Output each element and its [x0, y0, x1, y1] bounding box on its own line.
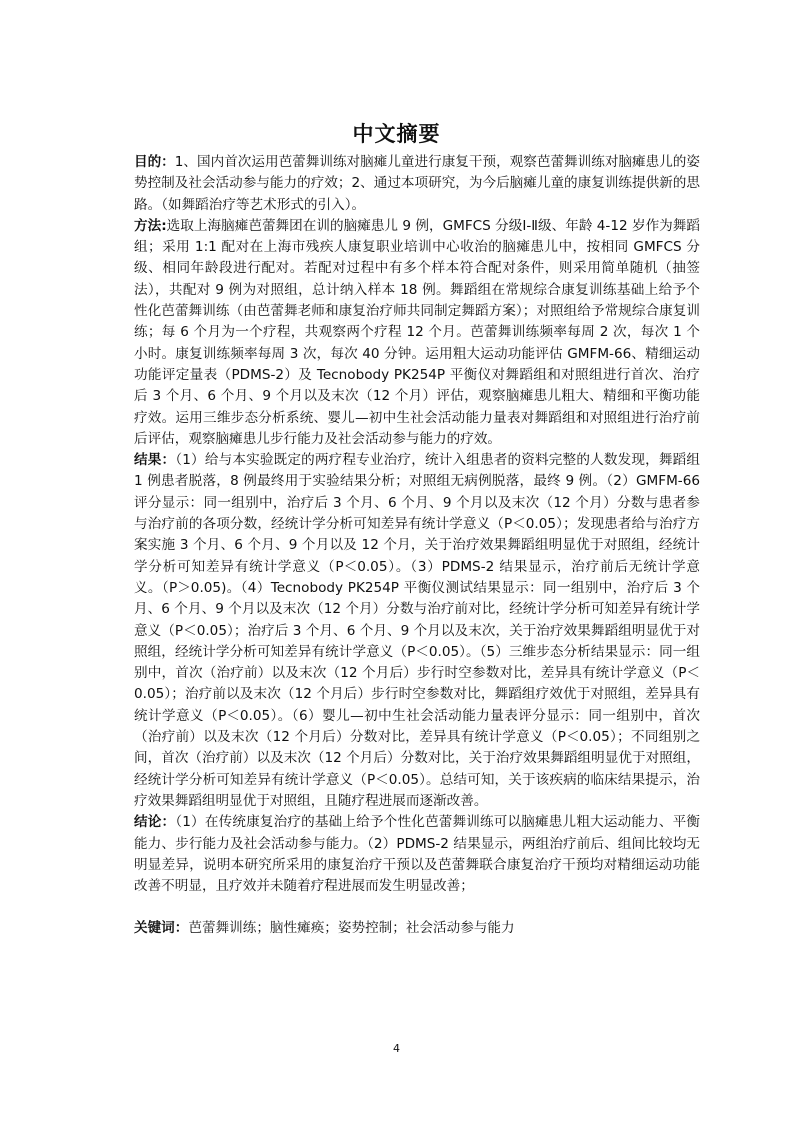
conclusion-label: 结论：: [134, 814, 176, 831]
conclusion-text: （1）在传统康复治疗的基础上给予个性化芭蕾舞训练可以脑瘫患儿粗大运动能力、平衡能力、步行能力及社会活动参与能力。（2）PDMS-2 结果显示，两组治疗前后、组间比较均无明显差异，说明本研究所采用的康复治疗干预以及芭蕾舞联合康复治疗干预均对精细运动功能改善不明显，且疗效并未随着疗程进展而发生明显改善；: [134, 814, 700, 895]
page-number: 4: [393, 1042, 400, 1055]
methods-label: 方法:: [134, 217, 167, 234]
methods-text: 选取上海脑瘫芭蕾舞团在训的脑瘫患儿 9 例，GMFCS 分级Ⅰ-Ⅱ级、年龄 4-12 岁作为舞蹈组；采用 1:1 配对在上海市残疾人康复职业培训中心收治的脑瘫患儿中，按相同 GMFCS 分级、相同年龄段进行配对。若配对过程中有多个样本符合配对条件，则采用简单随机（抽签法），共配对 9 例为对照组，总计纳入样本 18 例。舞蹈组在常规综合康复训练基础上给予个性化芭蕾舞训练（由芭蕾舞老师和康复治疗师共同制定舞蹈方案）；对照组给予常规综合康复训练；每 6 个月为一个疗程，共观察两个疗程 12 个月。芭蕾舞训练频率每周 2 次，每次 1 个小时。康复训练频率每周 3 次，每次 40 分钟。运用粗大运动功能评估 GMFM-66、精细运动功能评定量表（PDMS-2）及 Tecnobody PK254P 平衡仪对舞蹈组和对照组进行首次、治疗后 3 个月、6 个月、9 个月以及末次（12 个月）评估，观察脑瘫患儿粗大、精细和平衡功能疗效。运用三维步态分析系统、婴儿—初中生社会活动能力量表对舞蹈组和对照组进行治疗前后评估，观察脑瘫患儿步行能力及社会活动参与能力的疗效。: [134, 217, 700, 447]
keywords-text: 芭蕾舞训练；脑性瘫痪；姿势控制；社会活动参与能力: [188, 920, 515, 937]
results-text: （1）给与本实验既定的两疗程专业治疗，统计入组患者的资料完整的人数发现，舞蹈组 1 例患者脱落，8 例最终用于实验结果分析；对照组无病例脱落，最终 9 例。（2）GMFM-66 评分显示：同一组别中，治疗后 3 个月、6 个月、9 个月以及末次（12 个月）分数与患者参与治疗前的各项分数，经统计学分析可知差异有统计学意义（P＜0.05）；发现患者给与治疗方案实施 3 个月、6 个月、9 个月以及 12 个月，关于治疗效果舞蹈组明显优于对照组，经统计学分析可知差异有统计学意义（P＜0.05）。（3）PDMS-2 结果显示，治疗前后无统计学意义。（P＞0.05)。（4）Tecnobody PK254P 平衡仪测试结果显示：同一组别中，治疗后 3 个月、6 个月、9 个月以及末次（12 个月）分数与治疗前对比，经统计学分析可知差异有统计学意义（P＜0.05）；治疗后 3 个月、6 个月、9 个月以及末次，关于治疗效果舞蹈组明显优于对照组，经统计学分析可知差异有统计学意义（P＜0.05）。（5）三维步态分析结果显示：同一组别中，首次（治疗前）以及末次（12 个月后）步行时空参数对比，差异具有统计学意义（P＜0.05）；治疗前以及末次（12 个月后）步行时空参数对比，舞蹈组疗效优于对照组，差异具有统计学意义（P＜0.05）。（6）婴儿—初中生社会活动能力量表评分显示：同一组别中，首次（治疗前）以及末次（12 个月后）分数对比，差异具有统计学意义（P＜0.05）；不同组别之间，首次（治疗前）以及末次（12 个月后）分数对比，关于治疗效果舞蹈组明显优于对照组，经统计学分析可知差异有统计学意义（P＜0.05）。总结可知，关于该疾病的临床结果提示，治疗效果舞蹈组明显优于对照组，且随疗程进展而逐渐改善。: [134, 452, 700, 809]
keywords-label: 关键词：: [134, 920, 189, 937]
objective-label: 目的：: [134, 154, 175, 170]
results-label: 结果：: [134, 452, 176, 469]
methods-paragraph: [134, 216, 700, 450]
page-title: 中文摘要: [352, 122, 441, 146]
conclusion-paragraph: [134, 812, 700, 897]
keywords-paragraph: [134, 918, 700, 939]
objective-paragraph: [134, 152, 700, 216]
results-paragraph: [134, 450, 700, 812]
objective-text: 1、国内首次运用芭蕾舞训练对脑瘫儿童进行康复干预，观察芭蕾舞训练对脑瘫患儿的姿势控制及社会活动参与能力的疗效；2、通过本项研究，为今后脑瘫儿童的康复训练提供新的思路。（如舞蹈治疗等艺术形式的引入）。: [134, 154, 700, 213]
abstract-body: [134, 152, 700, 940]
